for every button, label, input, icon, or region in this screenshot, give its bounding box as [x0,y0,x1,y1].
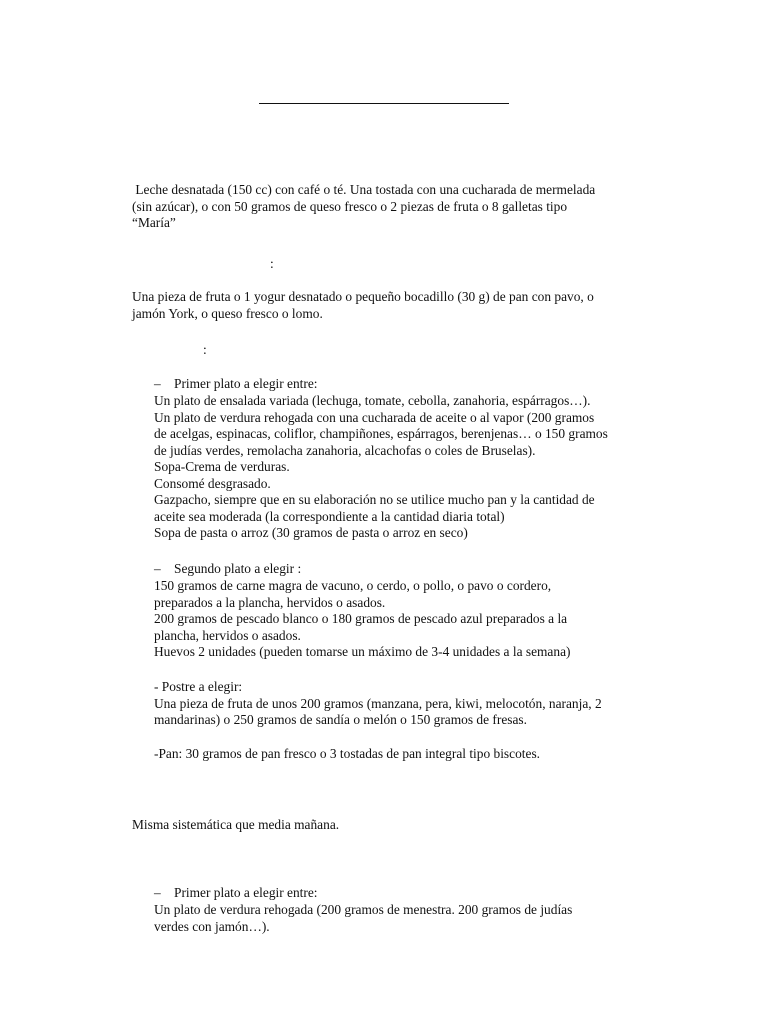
midmorning-colon: : [270,256,274,271]
breakfast-line: Leche desnatada (150 cc) con café o té. Una tostada con una cucharada de mermelada [132,182,596,197]
option-line: de judías verdes, remolacha zanahoria, alcachofas o coles de Bruselas). [154,442,536,458]
breakfast-paragraph [132,182,595,232]
option-line: Consomé desgrasado. [154,475,271,491]
dash-bullet: – [154,885,161,900]
dessert-line: - Postre a elegir: [154,679,243,694]
dinner-first-course-options [154,902,572,935]
lunch-dessert [154,679,602,729]
lunch-second-course-options [154,578,570,661]
option-line: Un plato de verdura rehogada (200 gramos de menestra. 200 gramos de judías [154,902,573,917]
midmorning-line: Una pieza de fruta o 1 yogur desnatado o pequeño bocadillo (30 g) de pan con pavo, o [132,289,594,304]
midmorning-line: jamón York, o queso fresco o lomo. [132,305,323,321]
breakfast-line: (sin azúcar), o con 50 gramos de queso fresco o 2 piezas de fruta o 8 galletas tipo [132,198,568,214]
dinner-first-course-heading [154,885,318,902]
bread-line: -Pan: 30 gramos de pan fresco o 3 tostadas de pan integral tipo biscotes. [154,746,541,761]
option-line: aceite sea moderada (la correspondiente a la cantidad diaria total) [154,508,505,524]
midmorning-paragraph [132,289,594,322]
snack-paragraph [132,817,339,834]
option-line: plancha, hervidos o asados. [154,627,301,643]
option-line: Gazpacho, siempre que en su elaboración no se utilice mucho pan y la cantidad de [154,492,595,507]
snack-line: Misma sistemática que media mañana. [132,817,340,832]
option-line: 200 gramos de pescado blanco o 180 gramos de pescado azul preparados a la [154,611,568,626]
lunch-bread [154,746,540,763]
option-line: preparados a la plancha, hervidos o asados. [154,594,386,610]
option-line: Un plato de ensalada variada (lechuga, tomate, cebolla, zanahoria, espárragos…). [154,393,591,408]
dash-bullet: – [154,376,161,391]
heading-text: Segundo plato a elegir : [174,561,302,576]
lunch-first-course-options [154,393,608,542]
option-line: verdes con jamón…). [154,918,270,934]
option-line: Un plato de verdura rehogada con una cucharada de aceite o al vapor (200 gramos [154,409,595,425]
lunch-first-course-heading [154,376,318,393]
heading-text: Primer plato a elegir entre: [174,885,318,900]
dessert-line: mandarinas) o 250 gramos de sandía o melón o 150 gramos de fresas. [154,712,527,727]
lunch-colon: : [203,342,207,357]
option-line: Huevos 2 unidades (pueden tomarse un máximo de 3-4 unidades a la semana) [154,644,571,659]
option-line: de acelgas, espinacas, coliflor, champiñones, espárragos, berenjenas… o 150 gramos [154,426,608,441]
option-line: Sopa-Crema de verduras. [154,459,290,474]
breakfast-line: “María” [132,215,176,230]
dessert-line: Una pieza de fruta de unos 200 gramos (manzana, pera, kiwi, melocotón, naranja, 2 [154,695,602,711]
heading-text: Primer plato a elegir entre: [174,376,318,391]
lunch-second-course-heading [154,561,301,578]
option-line: Sopa de pasta o arroz (30 gramos de pasta o arroz en seco) [154,525,468,540]
option-line: 150 gramos de carne magra de vacuno, o cerdo, o pollo, o pavo o cordero, [154,578,552,593]
dash-bullet: – [154,561,161,576]
title-underline [259,103,509,104]
